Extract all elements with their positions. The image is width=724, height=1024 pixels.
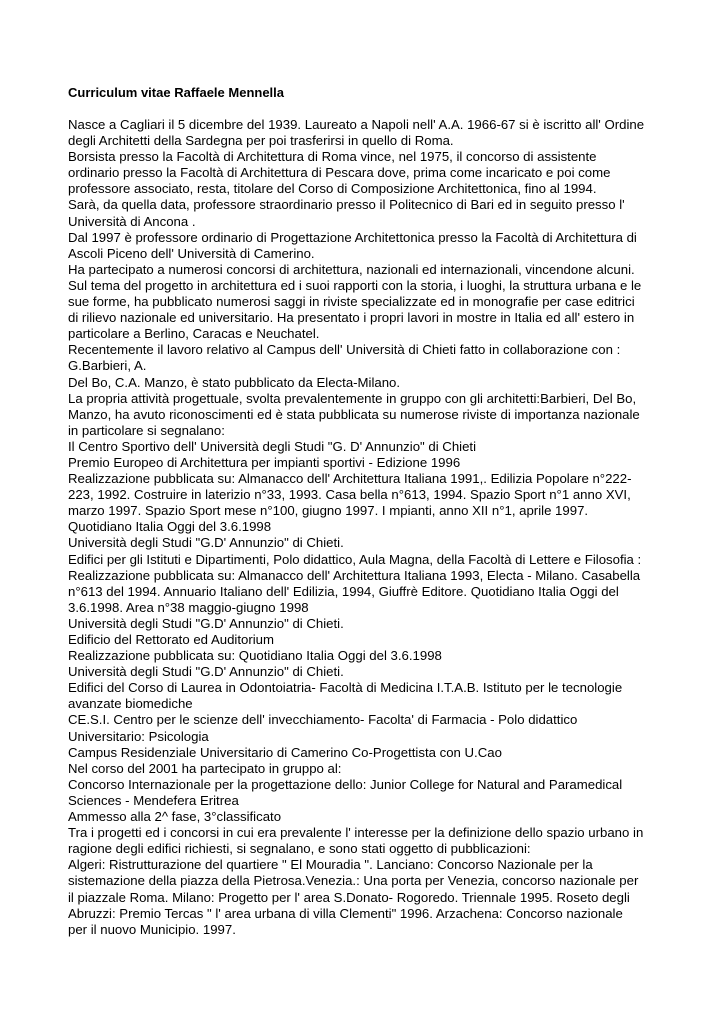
body-text-line: professore associato, resta, titolare del Corso di Composizione Architettonica, fino al 1994.: [68, 181, 597, 197]
document-content: [68, 85, 668, 938]
body-text-line: 3.6.1998. Area n°38 maggio-giugno 1998: [68, 599, 309, 615]
body-text-line: Il Centro Sportivo dell' Università degli Studi "G. D' Annunzio" di Chieti: [68, 438, 477, 454]
body-text-line: Del Bo, C.A. Manzo, è stato pubblicato da Electa-Milano.: [68, 374, 401, 390]
body-text-line: Abruzzi: Premio Tercas " l' area urbana di villa Clementi" 1996. Arzachena: Concorso nazionale: [68, 905, 623, 921]
body-text-line: Università degli Studi "G.D' Annunzio" di Chieti.: [68, 615, 344, 631]
body-text-line: Tra i progetti ed i concorsi in cui era prevalente l' interesse per la definizione dello spazio urbano in: [68, 825, 644, 841]
body-text-line: Borsista presso la Facoltà di Architettura di Roma vince, nel 1975, il concorso di assistente: [68, 149, 597, 165]
body-text-line: CE.S.I. Centro per le scienze dell' invecchiamento- Facolta' di Farmacia - Polo didattico: [68, 712, 578, 728]
body-text-line: in particolare si segnalano:: [68, 422, 225, 438]
body-text-line: Università degli Studi "G.D' Annunzio" di Chieti.: [68, 664, 344, 680]
body-text-line: Università di Ancona .: [68, 213, 196, 229]
body-text-line: Quotidiano Italia Oggi del 3.6.1998: [68, 519, 272, 535]
body-text-line: Manzo, ha avuto riconoscimenti ed è stata pubblicata su numerose riviste di importanza nazionale: [68, 406, 640, 422]
body-text-line: Universitario: Psicologia: [68, 728, 209, 744]
body-text-line: ragione degli edifici richiesti, si segnalano, e sono stati oggetto di pubblicazioni:: [68, 841, 531, 857]
body-text-line: 223, 1992. Costruire in laterizio n°33, 1993. Casa bella n°613, 1994. Spazio Sport n°1 anno XVI,: [68, 487, 631, 503]
body-text-line: Ascoli Piceno dell' Università di Camerino.: [68, 245, 315, 261]
body-text-line: sue forme, ha pubblicato numerosi saggi in riviste specializzate ed in monografie per case editrici: [68, 294, 635, 310]
body-text-line: G.Barbieri, A.: [68, 358, 147, 374]
body-text-line: di rilievo nazionale ed universitario. Ha presentato i propri lavori in mostre in Italia ed all' estero in: [68, 310, 635, 326]
body-text-line: Recentemente il lavoro relativo al Campus dell' Università di Chieti fatto in collaborazione con :: [68, 342, 621, 358]
body-text-line: Dal 1997 è professore ordinario di Progettazione Architettonica presso la Facoltà di Architettura di: [68, 229, 637, 245]
body-text-line: Sarà, da quella data, professore straordinario presso il Politecnico di Bari ed in seguito presso l': [68, 197, 625, 213]
body-text-line: Edifici del Corso di Laurea in Odontoiatria- Facoltà di Medicina I.T.A.B. Istituto per le tecnologie: [68, 680, 623, 696]
document-body: [68, 117, 668, 938]
body-text-line: n°613 del 1994. Annuario Italiano dell' Edilizia, 1994, Giuffrè Editore. Quotidiano Italia Oggi del: [68, 583, 619, 599]
body-text-line: particolare a Berlino, Caracas e Neuchatel.: [68, 326, 320, 342]
body-text-line: Realizzazione pubblicata su: Quotidiano Italia Oggi del 3.6.1998: [68, 648, 442, 664]
body-text-line: Realizzazione pubblicata su: Almanacco dell' Architettura Italiana 1991,. Edilizia Popolare n°222-: [68, 471, 632, 487]
body-text-line: Sul tema del progetto in architettura ed i suoi rapporti con la storia, i luoghi, la struttura urbana e le: [68, 277, 642, 293]
body-text-line: Realizzazione pubblicata su: Almanacco dell' Architettura Italiana 1993, Electa - Milano. Casabella: [68, 567, 641, 583]
body-text-line: La propria attività progettuale, svolta prevalentemente in gruppo con gli architetti:Barbieri, Del Bo,: [68, 390, 637, 406]
body-text-line: sistemazione della piazza della Pietrosa.Venezia.: Una porta per Venezia, concorso nazionale per: [68, 873, 639, 889]
body-text-line: marzo 1997. Spazio Sport mese n°100, giugno 1997. I mpianti, anno XII n°1, aprile 1997.: [68, 503, 589, 519]
body-text-line: Sciences - Mendefera Eritrea: [68, 792, 239, 808]
body-text-line: Algeri: Ristrutturazione del quartiere " El Mouradia ". Lanciano: Concorso Nazionale per la: [68, 857, 593, 873]
body-text-line: per il nuovo Municipio. 1997.: [68, 921, 236, 937]
body-text-line: Ammesso alla 2^ fase, 3°classificato: [68, 809, 282, 825]
body-text-line: il piazzale Roma. Milano: Progetto per l' area S.Donato- Rogoredo. Triennale 1995. Roseto degli: [68, 889, 630, 905]
body-text-line: Concorso Internazionale per la progettazione dello: Junior College for Natural and Paramedical: [68, 776, 623, 792]
body-text-line: Campus Residenziale Universitario di Camerino Co-Progettista con U.Cao: [68, 744, 502, 760]
body-text-line: Università degli Studi "G.D' Annunzio" di Chieti.: [68, 535, 344, 551]
body-text-line: Nel corso del 2001 ha partecipato in gruppo al:: [68, 760, 342, 776]
body-text-line: Edifici per gli Istituti e Dipartimenti, Polo didattico, Aula Magna, della Facoltà di Lettere e Filosofia :: [68, 551, 642, 567]
body-text-line: Ha partecipato a numerosi concorsi di architettura, nazionali ed internazionali, vincendone alcuni.: [68, 261, 635, 277]
body-text-line: Edificio del Rettorato ed Auditorium: [68, 632, 274, 647]
body-text-line: degli Architetti della Sardegna per poi trasferirsi in quello di Roma.: [68, 133, 454, 149]
body-text-line: avanzate biomediche: [68, 696, 193, 712]
document-title: Curriculum vitae Raffaele Mennella: [68, 85, 285, 100]
body-text-line: Premio Europeo di Architettura per impianti sportivi - Edizione 1996: [68, 454, 461, 470]
body-text-line: ordinario presso la Facoltà di Architettura di Pescara dove, prima come incaricato e poi come: [68, 165, 611, 181]
body-text-line: Nasce a Cagliari il 5 dicembre del 1939. Laureato a Napoli nell' A.A. 1966-67 si è iscritto all' Ordine: [68, 117, 645, 132]
